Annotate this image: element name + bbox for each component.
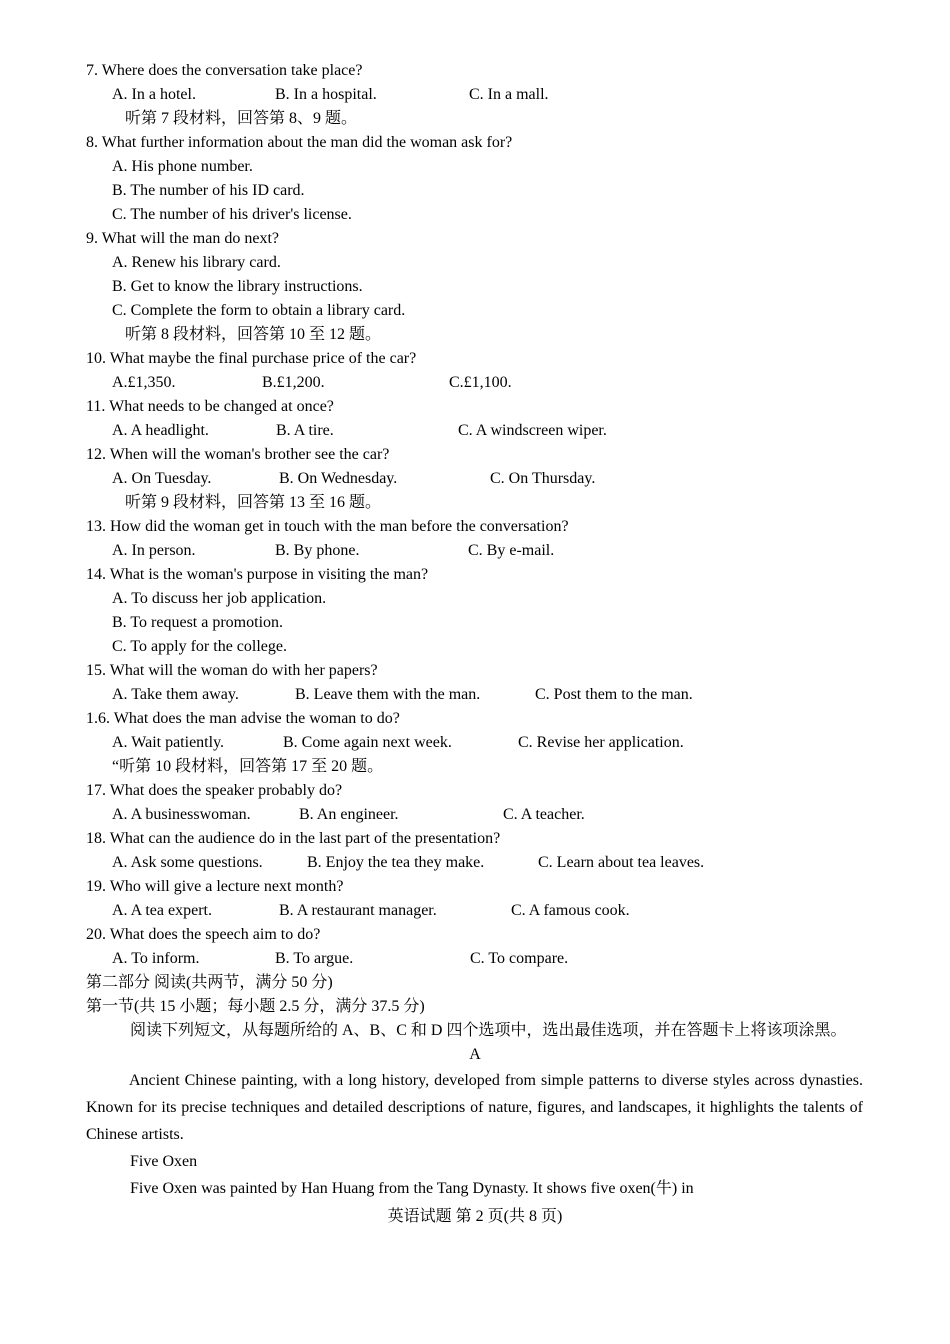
question-12-option-c: C. On Thursday. xyxy=(490,470,596,487)
question-15-option-b: B. Leave them with the man. xyxy=(295,686,481,703)
question-15-stem: 15. What will the woman do with her papers? xyxy=(86,662,378,679)
question-18-option-b: B. Enjoy the tea they make. xyxy=(307,854,485,871)
question-20-option-a: A. To inform. xyxy=(112,950,200,967)
question-8-option-a: A. His phone number. xyxy=(112,158,253,175)
question-13-stem: 13. How did the woman get in touch with the man before the conversation? xyxy=(86,518,569,535)
question-16-option-c: C. Revise her application. xyxy=(518,734,684,751)
question-12-stem: 12. When will the woman's brother see the car? xyxy=(86,446,390,463)
question-13-option-c: C. By e-mail. xyxy=(468,542,555,559)
passage-letter: A xyxy=(469,1046,481,1063)
question-19-stem: 19. Who will give a lecture next month? xyxy=(86,878,344,895)
section-1-heading: 第一节(共 15 小题；每小题 2.5 分，满分 37.5 分) xyxy=(86,998,425,1015)
question-19-option-b: B. A restaurant manager. xyxy=(279,902,437,919)
page-footer: 英语试题 第 2 页(共 8 页) xyxy=(387,1208,563,1225)
question-10-option-b: B.£1,200. xyxy=(262,374,325,391)
question-17-option-a: A. A businesswoman. xyxy=(112,806,251,823)
question-16-option-a: A. Wait patiently. xyxy=(112,734,225,751)
question-14-option-a: A. To discuss her job application. xyxy=(112,590,327,607)
section-9-instruction: 听第 9 段材料，回答第 13 至 16 题。 xyxy=(125,494,382,511)
question-7-option-c: C. In a mall. xyxy=(469,86,549,103)
question-12-option-a: A. On Tuesday. xyxy=(112,470,212,487)
question-15-option-c: C. Post them to the man. xyxy=(535,686,693,703)
question-9-option-b: B. Get to know the library instructions. xyxy=(112,278,363,295)
question-17-option-b: B. An engineer. xyxy=(299,806,399,823)
question-13-option-b: B. By phone. xyxy=(275,542,360,559)
question-8-option-b: B. The number of his ID card. xyxy=(112,182,305,199)
question-14-stem: 14. What is the woman's purpose in visiting the man? xyxy=(86,566,429,583)
question-19-option-c: C. A famous cook. xyxy=(511,902,630,919)
question-9-option-a: A. Renew his library card. xyxy=(112,254,281,271)
question-20-option-c: C. To compare. xyxy=(470,950,569,967)
question-7-stem: 7. Where does the conversation take place? xyxy=(86,62,363,79)
question-18-stem: 18. What can the audience do in the last part of the presentation? xyxy=(86,830,501,847)
section-10-instruction: “听第 10 段材料，回答第 17 至 20 题。 xyxy=(112,758,384,775)
question-7-option-b: B. In a hospital. xyxy=(275,86,377,103)
question-17-option-c: C. A teacher. xyxy=(503,806,585,823)
question-8-option-c: C. The number of his driver's license. xyxy=(112,206,352,223)
question-9-stem: 9. What will the man do next? xyxy=(86,230,279,247)
passage-paragraph xyxy=(86,1067,863,1148)
question-15-option-a: A. Take them away. xyxy=(112,686,239,703)
question-11-option-a: A. A headlight. xyxy=(112,422,209,439)
question-8-stem: 8. What further information about the man did the woman ask for? xyxy=(86,134,513,151)
passage-subtitle: Five Oxen xyxy=(130,1153,198,1170)
question-20-option-b: B. To argue. xyxy=(275,950,354,967)
question-16-stem: 1.6. What does the man advise the woman to do? xyxy=(86,710,400,727)
question-7-option-a: A. In a hotel. xyxy=(112,86,196,103)
question-17-stem: 17. What does the speaker probably do? xyxy=(86,782,343,799)
part-2-heading: 第二部分 阅读(共两节，满分 50 分) xyxy=(86,974,333,991)
section-7-instruction: 听第 7 段材料，回答第 8、9 题。 xyxy=(125,110,358,127)
question-12-option-b: B. On Wednesday. xyxy=(279,470,398,487)
question-16-option-b: B. Come again next week. xyxy=(283,734,452,751)
passage-paragraph-2: Five Oxen was painted by Han Huang from the Tang Dynasty. It shows five oxen(牛) in xyxy=(130,1180,694,1197)
question-10-option-c: C.£1,100. xyxy=(449,374,512,391)
reading-instruction: 阅读下列短文，从每题所给的 A、B、C 和 D 四个选项中，选出最佳选项，并在答题卡上将该项涂黑。 xyxy=(130,1022,847,1039)
question-11-stem: 11. What needs to be changed at once? xyxy=(86,398,334,415)
question-14-option-b: B. To request a promotion. xyxy=(112,614,284,631)
question-9-option-c: C. Complete the form to obtain a library card. xyxy=(112,302,406,319)
question-20-stem: 20. What does the speech aim to do? xyxy=(86,926,321,943)
question-10-option-a: A.£1,350. xyxy=(112,374,176,391)
passage-paragraph-text: Ancient Chinese painting, with a long history, developed from simple patterns to diverse styles across dynasties. Known for its precise techniques and detailed descriptions of nature, figures, and landscapes, it highlights the talents of Chinese artists. xyxy=(86,1072,863,1143)
question-18-option-c: C. Learn about tea leaves. xyxy=(538,854,705,871)
question-11-option-c: C. A windscreen wiper. xyxy=(458,422,607,439)
question-11-option-b: B. A tire. xyxy=(276,422,334,439)
question-13-option-a: A. In person. xyxy=(112,542,196,559)
question-19-option-a: A. A tea expert. xyxy=(112,902,212,919)
question-14-option-c: C. To apply for the college. xyxy=(112,638,287,655)
question-18-option-a: A. Ask some questions. xyxy=(112,854,263,871)
question-10-stem: 10. What maybe the final purchase price of the car? xyxy=(86,350,417,367)
section-8-instruction: 听第 8 段材料，回答第 10 至 12 题。 xyxy=(125,326,382,343)
